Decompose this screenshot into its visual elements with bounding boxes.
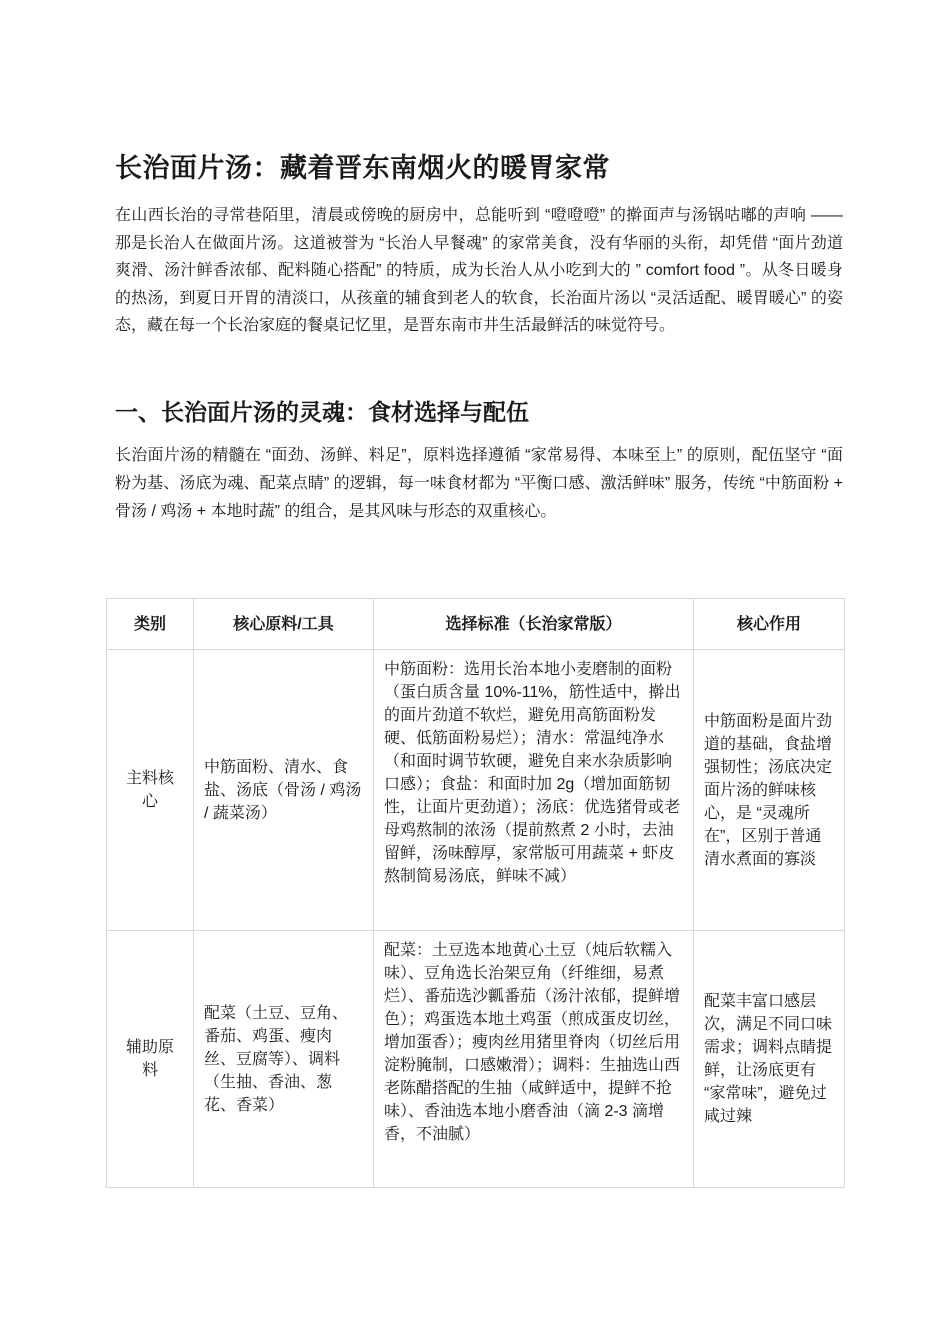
cell-category: 主料核心 (107, 650, 194, 931)
header-role: 核心作用 (694, 599, 845, 650)
header-standard: 选择标准（长治家常版） (374, 599, 694, 650)
cell-role: 中筋面粉是面片劲道的基础，食盐增强韧性；汤底决定面片汤的鲜味核心，是 “灵魂所在”，区别于普通清水煮面的寡淡 (694, 650, 845, 931)
section-heading: 一、长治面片汤的灵魂：食材选择与配伍 (115, 399, 529, 425)
cell-role: 配菜丰富口感层次，满足不同口味需求；调料点睛提鲜，让汤底更有 “家常味”，避免过咸过辣 (694, 931, 845, 1188)
ingredients-table (106, 598, 845, 1188)
cell-materials: 中筋面粉、清水、食盐、汤底（骨汤 / 鸡汤 / 蔬菜汤） (194, 650, 374, 931)
cell-standard: 中筋面粉：选用长治本地小麦磨制的面粉（蛋白质含量 10%-11%，筋性适中，擀出的面片劲道不软烂，避免用高筋面粉发硬、低筋面粉易烂）；清水：常温纯净水（和面时调节软硬，避免自来水杂质影响口感）；食盐：和面时加 2g（增加面筋韧性，让面片更劲道）；汤底：优选猪骨或老母鸡熬制的浓汤（提前熬煮 2 小时，去油留鲜，汤味醇厚，家常版可用蔬菜 + 虾皮熬制简易汤底，鲜味不减） (374, 650, 694, 931)
header-materials: 核心原料/工具 (194, 599, 374, 650)
table-row (107, 650, 845, 931)
cell-category: 辅助原料 (107, 931, 194, 1188)
cell-materials: 配菜（土豆、豆角、番茄、鸡蛋、瘦肉丝、豆腐等）、调料（生抽、香油、葱花、香菜） (194, 931, 374, 1188)
intro-paragraph: 在山西长治的寻常巷陌里，清晨或傍晚的厨房中，总能听到 “噔噔噔” 的擀面声与汤锅咕嘟的声响 —— 那是长治人在做面片汤。这道被誉为 “长治人早餐魂” 的家常美食，没有华丽的头衔，却凭借 “面片劲道爽滑、汤汁鲜香浓郁、配料随心搭配” 的特质，成为长治人从小吃到大的 ” comfort food ”。从冬日暖身的热汤，到夏日开胃的清淡口，从孩童的辅食到老人的软食，长治面片汤以 “灵活适配、暖胃暖心” 的姿态，藏在每一个长治家庭的餐桌记忆里，是晋东南市井生活最鲜活的味觉符号。 (115, 207, 843, 334)
cell-standard: 配菜：土豆选本地黄心土豆（炖后软糯入味）、豆角选长治架豆角（纤维细，易煮烂）、番茄选沙瓤番茄（汤汁浓郁，提鲜增色）；鸡蛋选本地土鸡蛋（煎成蛋皮切丝，增加蛋香）；瘦肉丝用猪里脊肉（切丝后用淀粉腌制，口感嫩滑）；调料：生抽选山西老陈醋搭配的生抽（咸鲜适中，提鲜不抢味）、香油选本地小磨香油（滴 2-3 滴增香，不油腻） (374, 931, 694, 1188)
section-paragraph: 长治面片汤的精髓在 “面劲、汤鲜、料足”，原料选择遵循 “家常易得、本味至上” 的原则，配伍坚守 “面粉为基、汤底为魂、配菜点睛” 的逻辑，每一味食材都为 “平衡口感、激活鲜味” 服务，传统 “中筋面粉 + 骨汤 / 鸡汤 + 本地时蔬” 的组合，是其风味与形态的双重核心。 (115, 447, 843, 520)
table-row (107, 931, 845, 1188)
table-header-row (107, 599, 845, 650)
header-category: 类别 (107, 599, 194, 650)
page-title: 长治面片汤：藏着晋东南烟火的暖胃家常 (115, 153, 610, 183)
